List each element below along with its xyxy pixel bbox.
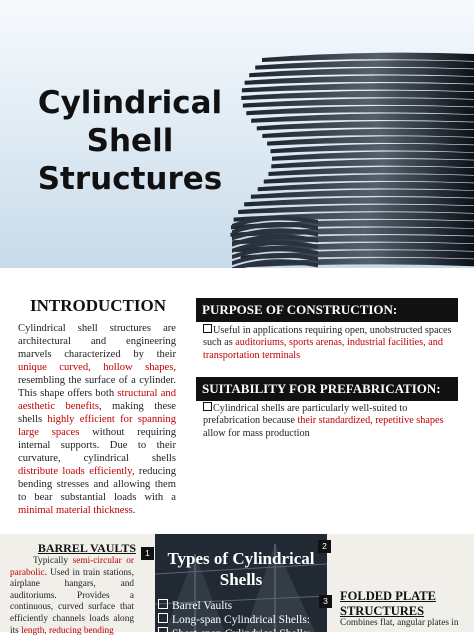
intro-highlight-1: unique curved, hollow shapes [18, 362, 174, 373]
purpose-bullet [203, 324, 453, 362]
checkbox-bullet-icon [158, 599, 168, 609]
suitability-highlight: their standardized, repetitive shapes [297, 415, 444, 427]
intro-highlight-5: minimal material thickness [18, 505, 133, 516]
intro-text-3: , making these shells [18, 401, 176, 425]
barrel-highlight-1: semi-circular or parabolic [10, 556, 135, 578]
purpose-text: Useful in applications requiring open, unobstructed spaces such as [203, 325, 452, 349]
intro-text-6: . [132, 505, 136, 516]
purpose-highlight: auditoriums, sports arenas, industrial facilities, and transportation terminals [203, 337, 443, 361]
suitability-heading: SUITABILITY FOR PREFABRICATION: [196, 377, 458, 401]
intro-text-4: without requiring internal supports. Due to their curvature, cylindrical shells [18, 427, 177, 464]
types-title: Types of Cylindrical Shells [167, 549, 315, 589]
title-line-1: Cylindrical [37, 85, 223, 121]
barrel-vaults-text [10, 556, 134, 637]
checkbox-bullet-icon [158, 613, 168, 623]
folded-plate-text: Combines flat, angular plates in [340, 618, 459, 628]
barrel-highlight-2: length, reducing bending [21, 625, 114, 636]
hero-banner [0, 0, 474, 268]
suitability-text-2: allow for mass production [203, 427, 310, 439]
number-badge-3: 3 [319, 595, 332, 608]
barrel-text-2: . Used in train stations, airplane hangars, and auditoriums. Provides a continuous, curved surface that efficiently channels loads along its [10, 567, 134, 636]
barrel-vaults-heading: BARREL VAULTS [37, 541, 136, 555]
barrel-text-1: Typically [33, 556, 73, 566]
intro-highlight-4: distribute loads efficiently [18, 466, 132, 477]
types-item-label: Long-span Cylindrical Shells: [172, 614, 310, 626]
suitability-bullet [203, 402, 453, 440]
intro-highlight-3: highly efficient for spanning large spaces [18, 414, 176, 438]
suitability-text-1: Cylindrical shells are particularly well-suited to prefabrication because [203, 403, 408, 427]
intro-text-5: , reducing bending stresses and allowing them to bear substantial loads with a [18, 466, 176, 503]
types-list-item [158, 599, 328, 613]
number-badge-1: 1 [141, 547, 154, 560]
checkbox-bullet-icon [203, 324, 212, 333]
folded-plate-heading: FOLDED PLATE STRUCTURES [340, 589, 436, 618]
types-list-item [158, 627, 328, 641]
checkbox-bullet-icon [158, 627, 168, 637]
intro-text-1: Cylindrical shell structures are architectural and engineering marvels characterized by their [18, 323, 176, 360]
title-line-2: Shell [86, 123, 174, 159]
slide-title [30, 84, 230, 198]
intro-text-2: , resembling the surface of a cylinder. This shape offers both [18, 362, 176, 399]
number-badge-2: 2 [318, 540, 331, 553]
checkbox-bullet-icon [203, 402, 212, 411]
types-item-label: Barrel Vaults [172, 600, 233, 612]
intro-highlight-2: structural and aesthetic benefits [18, 388, 177, 412]
types-item-label: Short-span Cylindrical Shells: [172, 628, 311, 640]
introduction-text [18, 322, 176, 517]
types-list-item [158, 613, 328, 627]
title-line-3: Structures [37, 161, 223, 197]
introduction-heading: INTRODUCTION [29, 296, 167, 315]
purpose-heading: PURPOSE OF CONSTRUCTION: [196, 298, 458, 322]
types-list [158, 599, 328, 641]
